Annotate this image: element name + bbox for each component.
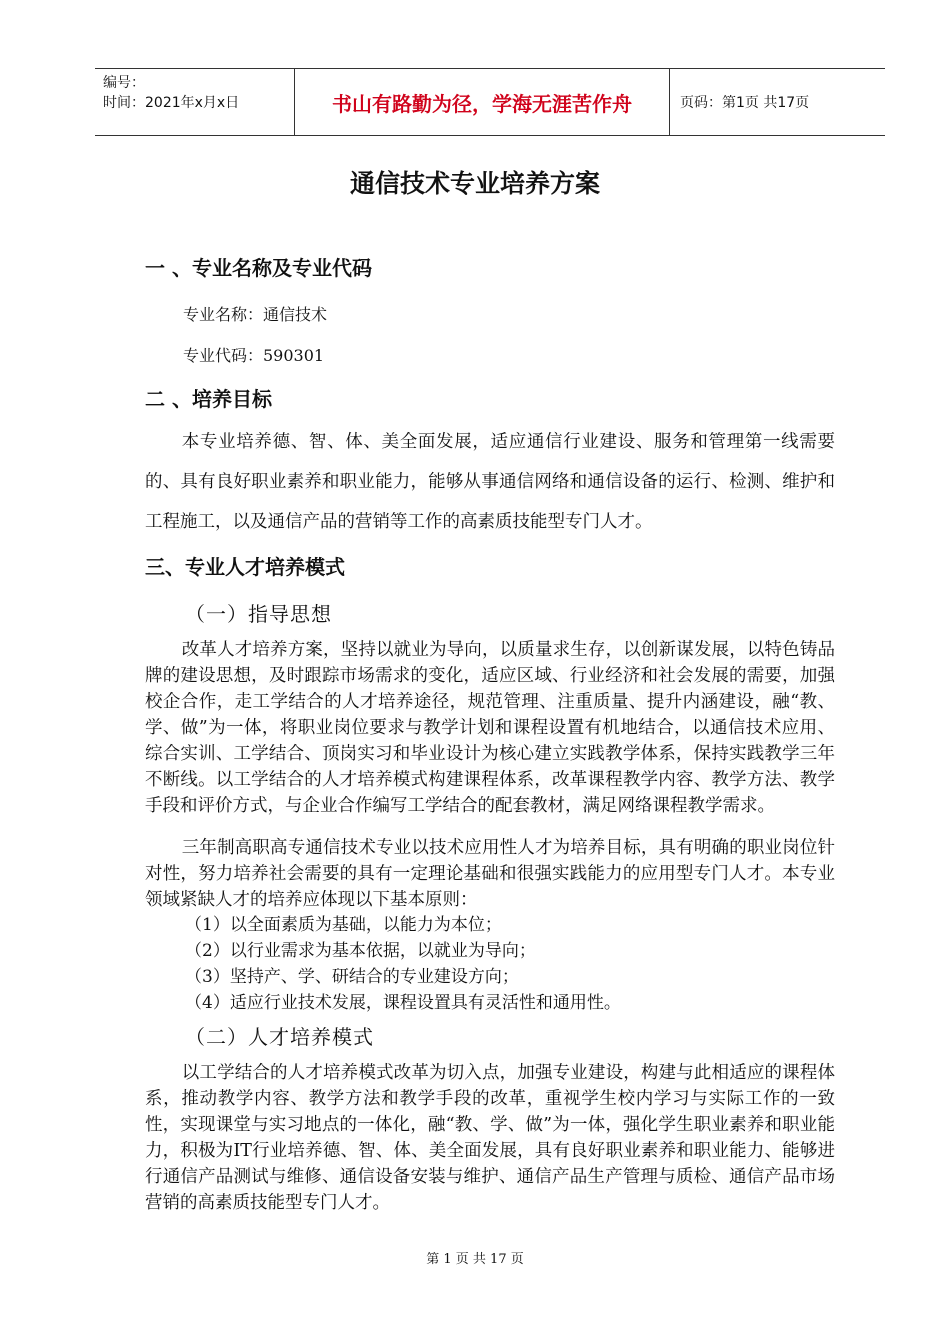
major-code: 专业代码：590301 bbox=[183, 346, 325, 365]
subsection-2-heading: （二）人才培养模式 bbox=[185, 1025, 374, 1049]
page-footer: 第 1 页 共 17 页 bbox=[426, 1252, 524, 1267]
header-table bbox=[95, 68, 885, 136]
principles-list bbox=[185, 912, 621, 1016]
header-meta bbox=[95, 69, 295, 135]
major-name: 专业名称：通信技术 bbox=[183, 305, 328, 324]
subsection-1-paragraph-2: 三年制高职高专通信技术专业以技术应用性人才为培养目标，具有明确的职业岗位针对性，努力培养社会需要的具有一定理论基础和很强实践能力的应用型专门人才。本专业领域紧缺人才的培养应体现以下基本原则： bbox=[145, 838, 835, 910]
section-1-heading: 一 、专业名称及专业代码 bbox=[145, 256, 372, 280]
list-item: （1）以全面素质为基础，以能力为本位； bbox=[185, 915, 502, 935]
subsection-2-paragraph: 以工学结合的人才培养模式改革为切入点，加强专业建设，构建与此相适应的课程体系，推动教学内容、教学方法和教学手段的改革，重视学生校内学习与实际工作的一致性，实现课堂与实习地点的一体化，融“教、学、做”为一体，强化学生职业素养和职业能力，积极为IT行业培养德、智、体、美全面发展，具有良好职业素养和职业能力、能够进行通信产品测试与维修、通信设备安装与维护、通信产品生产管理与质检、通信产品市场营销的高素质技能型专门人才。 bbox=[145, 1063, 835, 1213]
header-page-info: 页码：第1页 共17页 bbox=[680, 95, 810, 111]
section-2-paragraph: 本专业培养德、智、体、美全面发展，适应通信行业建设、服务和管理第一线需要的、具有良好职业素养和职业能力，能够从事通信网络和通信设备的运行、检测、维护和工程施工，以及通信产品的营销等工作的高素质技能型专门人才。 bbox=[145, 432, 835, 532]
time-label: 时间：2021年x月x日 bbox=[103, 95, 240, 111]
list-item: （3）坚持产、学、研结合的专业建设方向； bbox=[185, 967, 519, 987]
section-3-heading: 三、专业人才培养模式 bbox=[145, 555, 345, 579]
header-motto: 书山有路勤为径，学海无涯苦作舟 bbox=[295, 69, 670, 135]
list-item: （4）适应行业技术发展，课程设置具有灵活性和通用性。 bbox=[185, 993, 621, 1013]
document-title: 通信技术专业培养方案 bbox=[349, 169, 600, 198]
section-2-heading: 二 、培养目标 bbox=[145, 387, 272, 411]
number-label: 编号： bbox=[103, 75, 145, 91]
subsection-1-heading: （一）指导思想 bbox=[185, 602, 332, 626]
list-item: （2）以行业需求为基本依据，以就业为导向； bbox=[185, 941, 536, 961]
subsection-1-paragraph-1: 改革人才培养方案，坚持以就业为导向，以质量求生存，以创新谋发展，以特色铸品牌的建设思想，及时跟踪市场需求的变化，适应区域、行业经济和社会发展的需要，加强校企合作，走工学结合的人才培养途径，规范管理、注重质量、提升内涵建设，融“教、学、做”为一体，将职业岗位要求与教学计划和课程设置有机地结合，以通信技术应用、综合实训、工学结合、顶岗实习和毕业设计为核心建立实践教学体系，保持实践教学三年不断线。以工学结合的人才培养模式构建课程体系，改革课程教学内容、教学方法、教学手段和评价方式，与企业合作编写工学结合的配套教材，满足网络课程教学需求。 bbox=[145, 640, 835, 816]
